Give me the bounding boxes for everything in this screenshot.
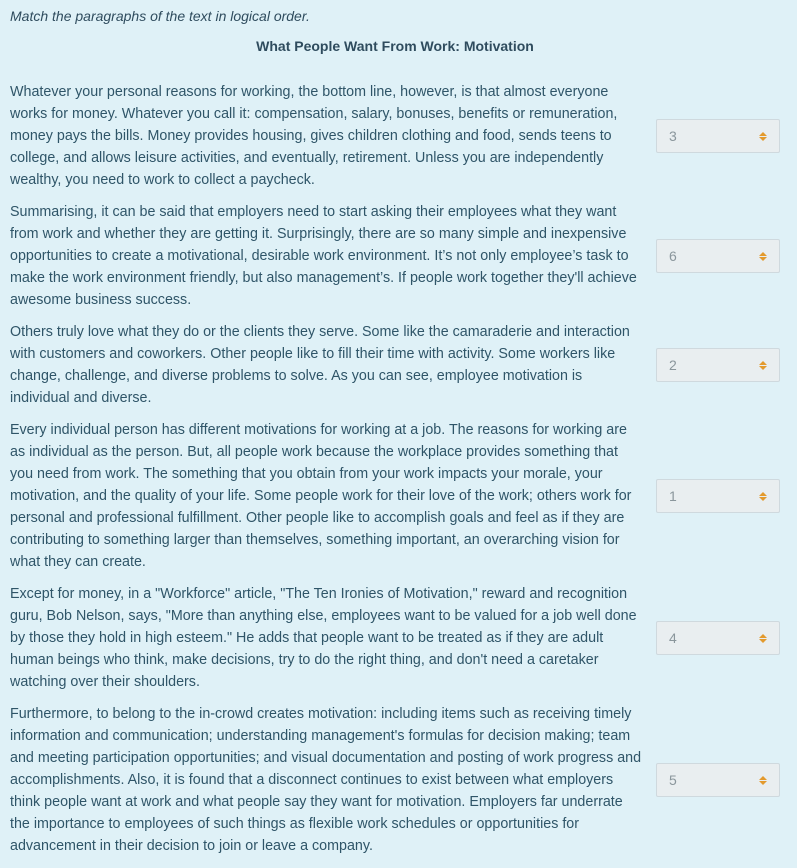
order-select[interactable] [656,763,780,797]
order-select-value: 4 [669,630,677,646]
paragraph-text: Furthermore, to belong to the in-crowd creates motivation: including items such as receiving timely information and communication; understanding management's formulas for decision making; team and meeting participation opportunities; and visual documentation and posting of work progress and accomplishments. Also, it is found that a disconnect continues to exist between what employers think people want at work and what people say they want for motivation. Employers far underrate the importance to employees of such things as flexible work schedules or opportunities for advancement in their decision to join or leave a company. [10,706,642,854]
sort-arrows-icon [759,132,767,141]
paragraph-text: Whatever your personal reasons for working, the bottom line, however, is that almost everyone works for money. Whatever you call it: compensation, salary, bonuses, benefits or remuneration, money pays the bills. Money provides housing, gives children clothing and food, sends teens to college, and allows leisure activities, and eventually, retirement. Unless you are independently wealthy, you need to work to collect a paycheck. [10,84,618,188]
paragraph-text: Others truly love what they do or the clients they serve. Some like the camaraderie and interaction with customers and coworkers. Other people like to fill their time with activity. Some workers like change, challenge, and diverse problems to solve. As you can see, employee motivation is individual and diverse. [10,324,630,406]
paragraph-row [10,583,785,693]
paragraph-text: Summarising, it can be said that employers need to start asking their employees what they want from work and whether they are getting it. Surprisingly, there are so many simple and inexpensive opportunities to create a motivational, desirable work environment. It’s not only employee’s task to make the work environment friendly, but also management’s. If people work together they'll achieve awesome business success. [10,204,637,308]
paragraph-row [10,321,785,409]
order-select[interactable] [656,239,780,273]
paragraph-text: Except for money, in a "Workforce" article, "The Ten Ironies of Motivation," reward and recognition guru, Bob Nelson, says, "More than anything else, employees want to be valued for a job well done by those they hold in high esteem." He adds that people want to be treated as if they are adult human beings who think, make decisions, try to do the right thing, and don't need a caretaker watching over their shoulders. [10,586,637,690]
order-select[interactable] [656,119,780,153]
paragraph-list [10,81,785,867]
paragraph-row [10,703,785,857]
sort-arrows-icon [759,492,767,501]
order-select[interactable] [656,621,780,655]
sort-arrows-icon [759,634,767,643]
sort-arrows-icon [759,252,767,261]
sort-arrows-icon [759,776,767,785]
order-select-value: 3 [669,128,677,144]
paragraph-row [10,419,785,573]
instruction-text: Match the paragraphs of the text in logical order. [10,8,310,24]
order-select-value: 1 [669,488,677,504]
order-select-value: 2 [669,357,677,373]
order-select-value: 5 [669,772,677,788]
order-select[interactable] [656,348,780,382]
paragraph-row [10,81,785,191]
exercise-title: What People Want From Work: Motivation [256,38,534,54]
order-select[interactable] [656,479,780,513]
order-select-value: 6 [669,248,677,264]
sort-arrows-icon [759,361,767,370]
paragraph-row [10,201,785,311]
paragraph-text: Every individual person has different motivations for working at a job. The reasons for working are as individual as the person. But, all people work because the workplace provides something that you need from work. The something that you obtain from your work impacts your morale, your motivation, and the quality of your life. Some people work for their love of the work; others work for personal and professional fulfillment. Other people like to accomplish goals and feel as if they are contributing to something larger than themselves, something important, an overarching vision for what they can create. [10,422,632,570]
